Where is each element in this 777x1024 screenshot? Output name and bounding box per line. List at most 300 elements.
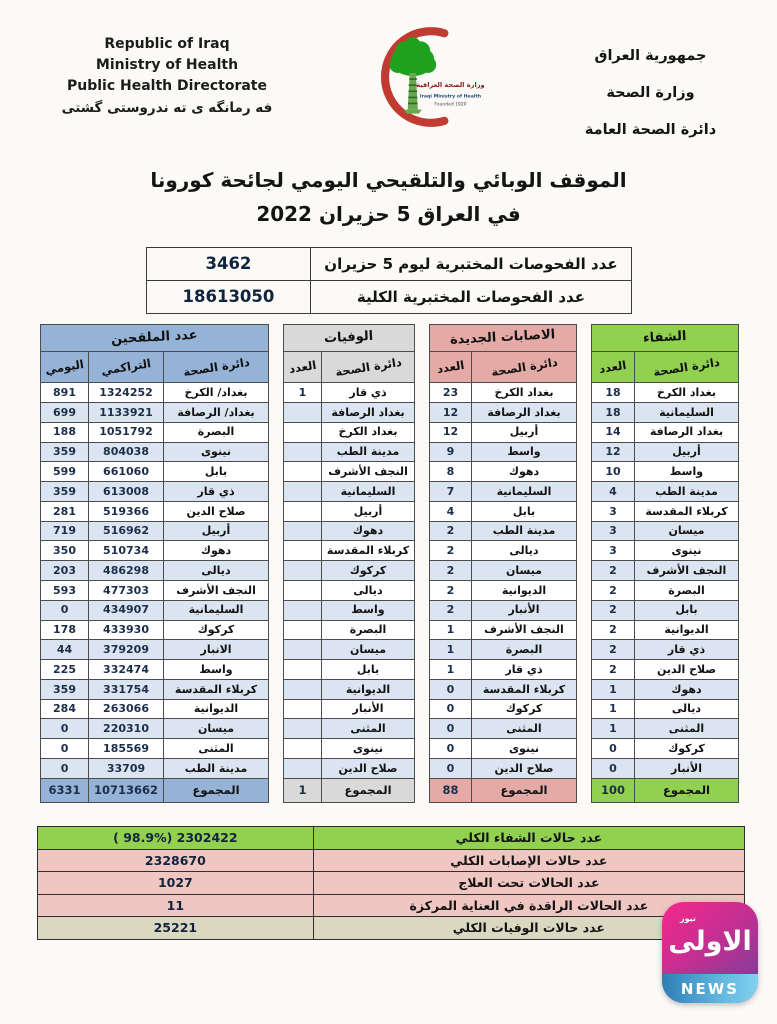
table-row [284,541,415,561]
table-row [430,383,577,403]
table-row [146,247,631,280]
province-name-cell: أربيل [635,442,739,462]
table-row [284,759,415,779]
count-cell: 1 [430,640,472,660]
province-name-cell: كركوك [322,561,415,581]
header-ar-line-2: وزارة الصحة [606,84,695,101]
count-cell: 2 [430,541,472,561]
count-cell: 14 [591,422,634,442]
province-name-cell: نينوى [635,541,739,561]
count-cell [284,620,322,640]
summary-label: عدد حالات الوفيات الكلي [313,917,744,940]
summary-label: عدد الحالات الراقدة في العناية المركزة [313,894,744,917]
table-row [41,699,269,719]
document-title [0,163,777,231]
table-row [284,561,415,581]
province-name-cell: واسط [164,660,269,680]
count-cell: 2 [430,521,472,541]
total-label: المجموع [635,778,739,802]
table-row [591,620,738,640]
table-row [284,699,415,719]
province-name-cell: بغداد/ الرصافة [164,402,269,422]
count-cell [284,521,322,541]
table-row [430,620,577,640]
count-cell: 3 [591,541,634,561]
table-row [591,482,738,502]
title-line-1: الموقف الوبائي والتلقيحي اليومي لجائحة كورونا [150,167,627,192]
province-name-cell: دهوك [322,521,415,541]
table-row [284,581,415,601]
summary-label: عدد حالات الشفاء الكلي [313,827,744,850]
table-row [591,640,738,660]
main-table [40,324,739,803]
table-row [430,759,577,779]
count-cell: 2 [591,660,634,680]
province-name-cell: ذي قار [635,640,739,660]
province-name-cell: واسط [472,442,577,462]
count-cell: 12 [430,402,472,422]
summary-value: 11 [38,894,314,917]
count-cell: 1 [591,719,634,739]
table-row [430,501,577,521]
province-name-cell: المثنى [164,739,269,759]
count-cell: 613008 [89,482,164,502]
count-cell: 284 [41,699,89,719]
count-cell: 379209 [89,640,164,660]
count-cell [284,501,322,521]
table-row [591,501,738,521]
table-row [430,699,577,719]
section-title: الوفيات [284,324,415,351]
province-name-cell: ديالى [164,561,269,581]
count-cell: 359 [41,442,89,462]
count-cell: 0 [430,739,472,759]
table-row [430,561,577,581]
count-cell: 1 [430,620,472,640]
table-row [41,521,269,541]
summary-row-total-deaths [38,917,745,940]
table-row [284,462,415,482]
province-name-cell: الديوانية [472,581,577,601]
count-cell: 3 [591,521,634,541]
column-header: دائرة الصحة [472,351,577,382]
province-name-cell: كربلاء المقدسة [472,679,577,699]
total-value: 88 [430,778,472,802]
section-title-row [284,324,415,351]
section-table-new_cases [429,324,577,803]
table-row [591,660,738,680]
table-row [591,383,738,403]
province-name-cell: كركوك [635,739,739,759]
logo-arabic-caption: وزارة الصحة العراقية [416,81,485,90]
count-cell: 9 [430,442,472,462]
count-cell: 332474 [89,660,164,680]
header-en-line-1: Republic of Iraq [104,36,230,52]
province-name-cell: ذي قار [472,660,577,680]
province-name-cell: واسط [635,462,739,482]
count-cell: 477303 [89,581,164,601]
table-row [430,600,577,620]
summary-value: ( 98.9%) 2302422 [38,827,314,850]
count-cell: 661060 [89,462,164,482]
count-cell: 359 [41,679,89,699]
count-cell: 359 [41,482,89,502]
section-title: الشفاء [591,324,738,351]
province-name-cell: الديوانية [322,679,415,699]
total-label: المجموع [164,778,269,802]
count-cell [284,660,322,680]
table-row [284,422,415,442]
count-cell: 486298 [89,561,164,581]
count-cell: 2 [591,581,634,601]
table-row [430,679,577,699]
count-cell [284,482,322,502]
count-cell: 1 [284,383,322,403]
summary-value: 2328670 [38,849,314,872]
total-value: 100 [591,778,634,802]
province-name-cell: بغداد الكرخ [472,383,577,403]
count-cell: 2 [430,581,472,601]
total-row [41,778,269,802]
count-cell [284,759,322,779]
table-row [284,402,415,422]
summary-row-recoveries [38,827,745,850]
count-cell [284,402,322,422]
province-name-cell: مدينة الطب [322,442,415,462]
count-cell: 3 [591,501,634,521]
count-cell: 2 [430,561,472,581]
count-cell: 350 [41,541,89,561]
column-header: العدد [430,351,472,382]
province-name-cell: كربلاء المقدسة [164,679,269,699]
count-cell: 4 [591,482,634,502]
lab-tests-table [146,247,632,314]
table-row [591,561,738,581]
count-cell [284,541,322,561]
section-table-recovery [591,324,739,803]
count-cell: 10 [591,462,634,482]
province-name-cell: مدينة الطب [472,521,577,541]
province-name-cell: ميسان [635,521,739,541]
section-title: عدد الملقحين [41,324,269,351]
watermark-top [662,902,758,974]
count-cell [284,699,322,719]
province-name-cell: دهوك [635,679,739,699]
section-table-deaths [283,324,415,803]
province-name-cell: نينوى [472,739,577,759]
count-cell: 0 [591,759,634,779]
province-name-cell: النجف الأشرف [472,620,577,640]
count-cell: 0 [41,759,89,779]
count-cell [284,640,322,660]
daily-tests-value: 3462 [146,247,311,280]
column-header: دائرة الصحة [164,351,269,382]
table-row [591,442,738,462]
count-cell: 7 [430,482,472,502]
table-row [41,600,269,620]
watermark-news-band [662,974,758,1003]
province-name-cell: ميسان [322,640,415,660]
count-cell: 1051792 [89,422,164,442]
province-name-cell: المثنى [472,719,577,739]
summary-row-icu [38,894,745,917]
table-row [41,640,269,660]
province-name-cell: الأنبار [472,600,577,620]
column-header: دائرة الصحة [635,351,739,382]
section-title-row [591,324,738,351]
count-cell: 1 [591,699,634,719]
province-name-cell: بابل [472,501,577,521]
table-row [41,581,269,601]
table-row [591,541,738,561]
column-header: دائرة الصحة [322,351,415,382]
document-header [0,0,777,149]
province-name-cell: المثنى [322,719,415,739]
section-table-vaccinated [40,324,269,803]
province-name-cell: مدينة الطب [164,759,269,779]
count-cell: 18 [591,383,634,403]
count-cell [284,600,322,620]
count-cell [284,462,322,482]
count-cell: 0 [430,699,472,719]
total-value: 6331 [41,778,89,802]
province-name-cell: البصرة [472,640,577,660]
province-name-cell: البصرة [322,620,415,640]
province-name-cell: ميسان [472,561,577,581]
province-name-cell: ذي قار [322,383,415,403]
count-cell: 185569 [89,739,164,759]
table-row [41,561,269,581]
table-row [146,280,631,313]
count-cell: 220310 [89,719,164,739]
province-name-cell: السليمانية [322,482,415,502]
table-row [591,699,738,719]
total-tests-value: 18613050 [146,280,311,313]
count-cell: 33709 [89,759,164,779]
province-name-cell: الديوانية [164,699,269,719]
province-name-cell: بغداد الرصافة [322,402,415,422]
table-row [41,759,269,779]
summary-value: 25221 [38,917,314,940]
table-row [430,719,577,739]
table-row [430,402,577,422]
summary-row-under-treatment [38,872,745,895]
province-name-cell: بغداد/ الكرخ [164,383,269,403]
count-cell: 804038 [89,442,164,462]
count-cell: 0 [430,679,472,699]
logo-founded-caption: Founded 1920 [434,102,467,108]
total-value: 1 [284,778,322,802]
province-name-cell: الانبار [164,640,269,660]
province-name-cell: كربلاء المقدسة [635,501,739,521]
table-row [430,581,577,601]
table-row [591,521,738,541]
province-name-cell: دهوك [472,462,577,482]
count-cell: 1 [591,679,634,699]
total-tests-label: عدد الفحوصات المختبرية الكلية [311,280,631,313]
province-name-cell: كركوك [472,699,577,719]
count-cell: 12 [591,442,634,462]
table-row [591,600,738,620]
summary-row-total-cases [38,849,745,872]
count-cell: 699 [41,402,89,422]
count-cell [284,739,322,759]
table-row [430,521,577,541]
table-row [430,482,577,502]
table-row [591,679,738,699]
table-row [430,541,577,561]
table-row [41,422,269,442]
column-header-row [41,351,269,382]
header-english-block [22,34,312,116]
header-ar-line-1: جمهورية العراق [594,48,707,64]
count-cell: 0 [41,600,89,620]
count-cell: 1 [430,660,472,680]
table-row [41,482,269,502]
column-header-row [284,351,415,382]
count-cell: 23 [430,383,472,403]
table-row [430,422,577,442]
count-cell: 1324252 [89,383,164,403]
header-en-line-2: Ministry of Health [95,57,239,73]
column-header: اليومي [41,351,89,382]
summary-table [37,826,745,940]
table-row [284,442,415,462]
province-name-cell: البصرة [164,422,269,442]
logo-english-caption: Iraqi Ministry of Health [419,94,482,100]
title-line-2: في العراق 5 حزيران 2022 [256,201,521,226]
count-cell [284,442,322,462]
province-name-cell: صلاح الدين [164,501,269,521]
aloula-news-logo [662,902,758,1003]
column-header-row [591,351,738,382]
province-name-cell: بابل [635,600,739,620]
province-name-cell: مدينة الطب [635,482,739,502]
count-cell: 2 [591,640,634,660]
count-cell [284,561,322,581]
table-row [284,482,415,502]
province-name-cell: البصرة [635,581,739,601]
count-cell: 719 [41,521,89,541]
province-name-cell: السليمانية [635,402,739,422]
total-label: المجموع [472,778,577,802]
province-name-cell: النجف الأشرف [322,462,415,482]
count-cell: 178 [41,620,89,640]
table-row [430,442,577,462]
province-name-cell: نينوى [164,442,269,462]
table-row [41,442,269,462]
header-en-line-3: Public Health Directorate [67,78,267,94]
table-row [284,501,415,521]
count-cell [284,719,322,739]
province-name-cell: النجف الأشرف [635,561,739,581]
column-header-row [430,351,577,382]
table-row [591,581,738,601]
count-cell: 510734 [89,541,164,561]
watermark-arabic-small: نيوز [680,914,696,923]
province-name-cell: السليمانية [164,600,269,620]
province-name-cell: ديالى [322,581,415,601]
table-row [284,739,415,759]
count-cell: 2 [430,600,472,620]
table-row [430,660,577,680]
summary-label: عدد الحالات تحت العلاج [313,872,744,895]
count-cell [284,679,322,699]
watermark-news-caption: NEWS [680,979,740,998]
province-name-cell: بغداد الكرخ [322,422,415,442]
count-cell: 263066 [89,699,164,719]
count-cell: 1133921 [89,402,164,422]
table-row [41,462,269,482]
section-title-row [430,324,577,351]
table-row [41,620,269,640]
column-header: العدد [591,351,634,382]
count-cell: 593 [41,581,89,601]
count-cell: 433930 [89,620,164,640]
count-cell: 0 [430,719,472,739]
province-name-cell: صلاح الدين [472,759,577,779]
province-name-cell: واسط [322,600,415,620]
count-cell: 188 [41,422,89,442]
province-name-cell: أربيل [472,422,577,442]
table-row [591,462,738,482]
table-row [430,640,577,660]
province-name-cell: نينوى [322,739,415,759]
province-name-cell: الأنبار [635,759,739,779]
table-row [284,719,415,739]
count-cell: 2 [591,620,634,640]
table-row [284,600,415,620]
table-row [430,462,577,482]
table-row [591,719,738,739]
province-name-cell: كركوك [164,620,269,640]
summary-value: 1027 [38,872,314,895]
count-cell: 516962 [89,521,164,541]
province-name-cell: بغداد الكرخ [635,383,739,403]
province-name-cell: دهوك [164,541,269,561]
count-cell: 12 [430,422,472,442]
province-name-cell: بغداد الرصافة [635,422,739,442]
count-cell: 44 [41,640,89,660]
province-name-cell: المثنى [635,719,739,739]
province-name-cell: صلاح الدين [322,759,415,779]
province-name-cell: كربلاء المقدسة [322,541,415,561]
count-cell: 0 [41,719,89,739]
daily-tests-label: عدد الفحوصات المختبرية ليوم 5 حزيران [311,247,631,280]
count-cell: 891 [41,383,89,403]
table-row [284,640,415,660]
header-arabic-block [538,26,763,149]
count-cell [284,581,322,601]
table-row [41,679,269,699]
table-row [41,501,269,521]
red-crescent-palm-tree-icon [345,20,505,132]
total-label: المجموع [322,778,415,802]
count-cell [284,422,322,442]
province-name-cell: النجف الأشرف [164,581,269,601]
summary-label: عدد حالات الإصابات الكلي [313,849,744,872]
column-header: العدد [284,351,322,382]
total-value: 10713662 [89,778,164,802]
table-row [430,739,577,759]
province-name-cell: السليمانية [472,482,577,502]
province-name-cell: أربيل [322,501,415,521]
table-row [591,739,738,759]
count-cell: 0 [430,759,472,779]
table-row [41,402,269,422]
count-cell: 0 [591,739,634,759]
table-row [284,620,415,640]
